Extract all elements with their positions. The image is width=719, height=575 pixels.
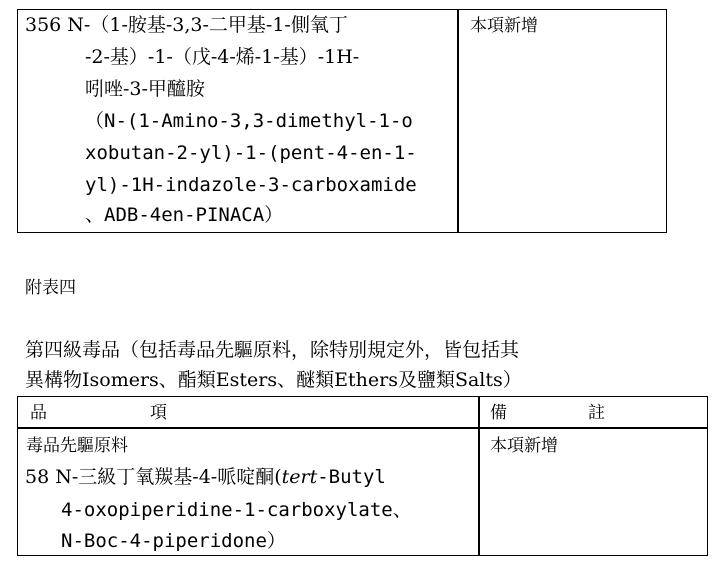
appendix-title: 附表四 [25,278,76,298]
entry-356-line-7: 、ADB-4en-PINACA） [85,204,284,226]
header-note-a: 備 [490,403,507,423]
entry-58-line-2: 4-oxopiperidine-1-carboxylate、 [61,499,412,521]
table-schedule-4-divider [478,396,480,556]
entry-356-line-2: -2-基）-1-（戊-4-烯-1-基）-1H- [85,46,360,68]
header-note-b: 註 [588,403,605,423]
header-item-a: 品 [30,403,47,423]
header-item-b: 項 [150,403,167,423]
category-label: 毒品先驅原料 [26,436,128,456]
entry-356-line-6: yl)-1H-indazole-3-carboxamide [85,174,417,196]
entry-58-name-zh: N-三級丁氧羰基-4-哌啶酮( [55,466,282,488]
entry-356-line-1: 356 N-（1-胺基-3,3-二甲基-1-側氧丁 [25,14,348,36]
entry-356-line-4: （N-(1-Amino-3,3-dimethyl-1-o [85,110,413,132]
table-top-divider [457,9,459,233]
entry-356-line-3: 吲唑-3-甲醯胺 [85,78,205,100]
table-schedule-4-header-rule [17,427,708,429]
entry-356-line-5: xobutan-2-yl)-1-(pent-4-en-1- [85,142,417,164]
schedule-intro-line-2: 異構物Isomers、酯類Esters、醚類Ethers及鹽類Salts） [25,369,522,391]
entry-58-note: 本項新增 [490,436,558,456]
entry-58-name-italic: tert [281,466,318,488]
entry-356-note: 本項新增 [470,16,538,36]
entry-58-name-rest: -Butyl [317,466,386,488]
schedule-intro-line-1: 第四級毒品（包括毒品先驅原料，除特別規定外，皆包括其 [25,339,520,361]
entry-58-number: 58 [25,466,50,488]
entry-58-line-1 [25,466,386,488]
entry-58-line-3: N-Boc-4-piperidone） [61,530,286,552]
